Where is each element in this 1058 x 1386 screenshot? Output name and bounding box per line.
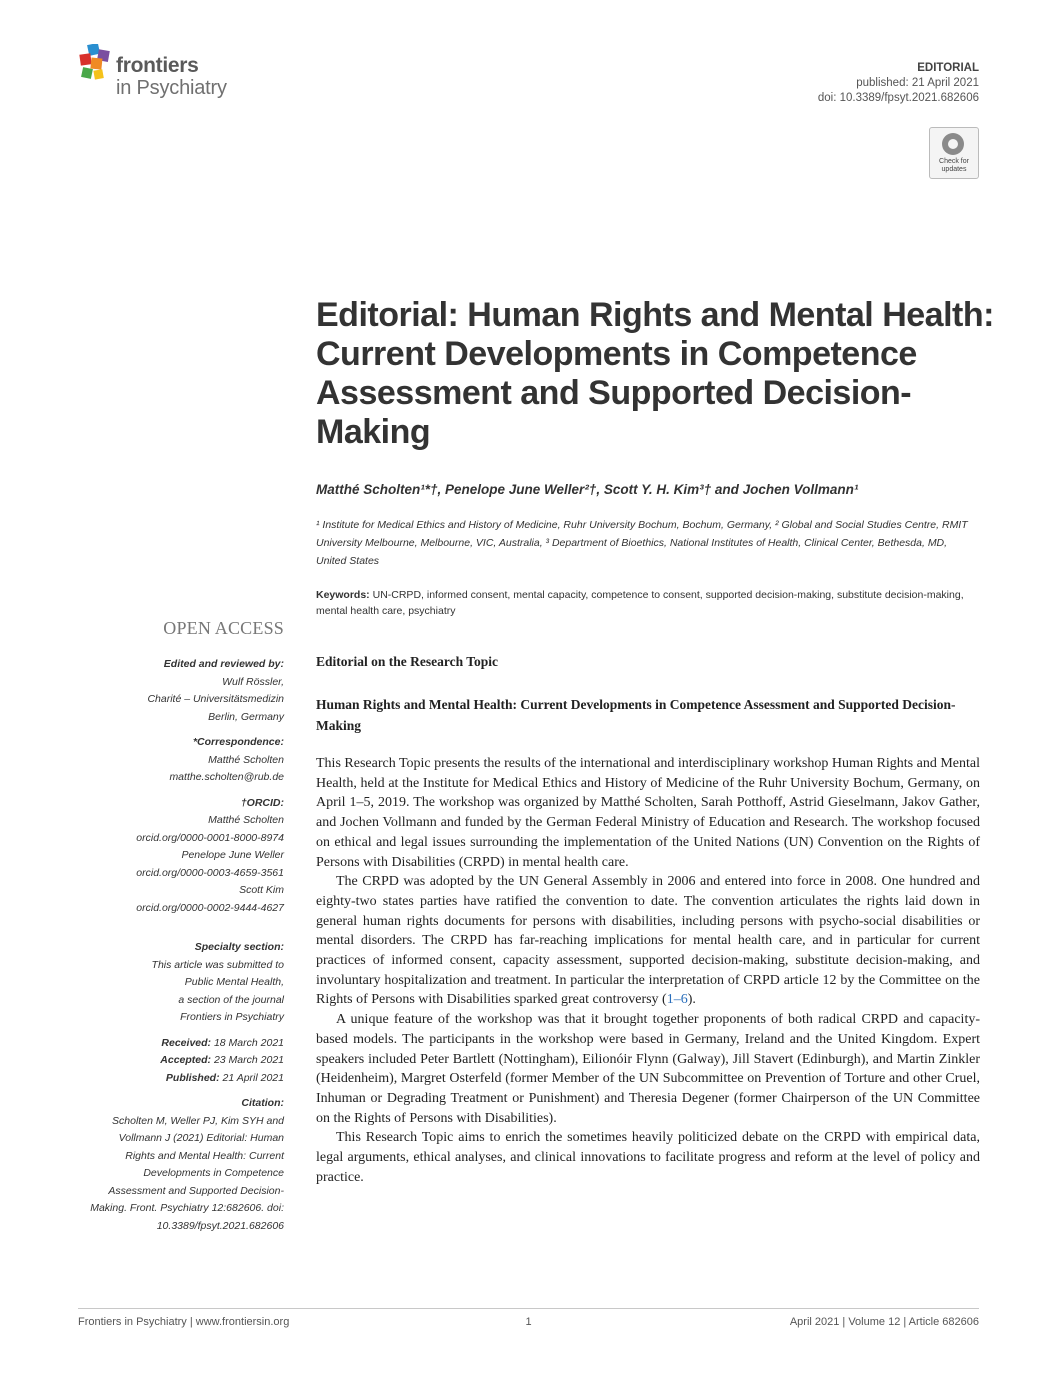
footer-divider bbox=[78, 1308, 979, 1309]
article-title: Editorial: Human Rights and Mental Health: Current Developments in Competence Assessment and Supported Decision-Making bbox=[316, 296, 994, 451]
orcid-block bbox=[90, 795, 284, 918]
orcid-name: Penelope June Weller bbox=[181, 849, 284, 861]
orcid-link[interactable]: orcid.org/0000-0001-8000-8974 bbox=[136, 831, 284, 844]
body-paragraph bbox=[316, 872, 980, 1010]
published-date-sidebar bbox=[90, 1070, 284, 1088]
editor-block bbox=[90, 656, 284, 726]
article-meta bbox=[818, 61, 979, 106]
specialty-line: Public Mental Health, bbox=[184, 976, 284, 988]
correspondence-block bbox=[90, 734, 284, 787]
specialty-block bbox=[90, 939, 284, 1027]
article-info-sidebar bbox=[90, 656, 284, 1243]
citation-link[interactable]: 1–6 bbox=[666, 992, 688, 1008]
citation-block bbox=[90, 1095, 284, 1235]
affiliations: ¹ Institute for Medical Ethics and History of Medicine, Ruhr University Bochum, Bochum, Germany, ² Global and Social Studies Centre, RMIT University Melbourne, Melbourne, VIC, Australia, ³ Department of Bioethics, National Institutes of Health, Clinical Center, Bethesda, MD, United States bbox=[316, 519, 968, 567]
dates-block bbox=[90, 1035, 284, 1088]
open-access-label: OPEN ACCESS bbox=[163, 618, 284, 638]
specialty-label: Specialty section: bbox=[194, 941, 284, 953]
keywords-label: Keywords: bbox=[316, 589, 370, 601]
editor-affiliation: Charité – Universitätsmedizin bbox=[147, 693, 284, 705]
editor-location: Berlin, Germany bbox=[208, 710, 284, 723]
correspondence-email[interactable]: matthe.scholten@rub.de bbox=[169, 771, 284, 783]
keywords bbox=[316, 587, 981, 619]
footer-journal-link[interactable]: Frontiers in Psychiatry | www.frontiersin.org bbox=[78, 1316, 290, 1328]
logo-line-journal: in Psychiatry bbox=[116, 77, 227, 99]
footer-volume-info: April 2021 | Volume 12 | Article 682606 bbox=[789, 1316, 979, 1328]
article-body bbox=[316, 754, 980, 1187]
editor-name: Wulf Rössler, bbox=[222, 675, 284, 688]
logo-line-frontiers: frontiers bbox=[116, 54, 199, 77]
body-paragraph: A unique feature of the workshop was that it brought together proponents of both radical CRPD and capacity-based models. The participants in the workshop were based in Germany, Ireland and the United Kingdom. Expert speakers included Peter Bartlett (Nottingham), Eilionóir Flynn (Galway), Jill Stavert (Edinburgh), and Martin Zinkler (Heidenheim), Margret Osterfeld (former Member of the UN Subcommittee on Prevention of Torture and other Cruel, Inhuman or Degrading Treatment or Punishment) and Theresia Degener (former Chairperson of the UN Committee on the Rights of Persons with Disabilities). bbox=[316, 1012, 980, 1126]
orcid-name: Scott Kim bbox=[239, 884, 284, 896]
accepted-value: 23 March 2021 bbox=[213, 1054, 284, 1066]
specialty-line: This article was submitted to bbox=[151, 958, 284, 971]
received-date bbox=[90, 1035, 284, 1053]
research-topic-title[interactable]: Human Rights and Mental Health: Current Developments in Competence Assessment and Supported Decision-Making bbox=[316, 697, 956, 733]
check-for-updates-button[interactable] bbox=[929, 127, 979, 179]
correspondence-label: *Correspondence: bbox=[192, 736, 284, 748]
specialty-line: Frontiers in Psychiatry bbox=[180, 1011, 284, 1023]
frontiers-logo-icon bbox=[78, 44, 112, 82]
published-label: Published: bbox=[165, 1071, 220, 1084]
published-date: published: 21 April 2021 bbox=[856, 77, 979, 89]
journal-logo[interactable] bbox=[78, 44, 268, 106]
edited-label: Edited and reviewed by: bbox=[163, 658, 284, 670]
citation-text: Scholten M, Weller PJ, Kim SYH and Vollmann J (2021) Editorial: Human Rights and Mental Health: Current Developments in Competence Assessment and Supported Decision-Making. Front. Psychiatry 12:682606. doi: 10.3389/fpsyt.2021.682606 bbox=[90, 1114, 284, 1232]
published-value: 21 April 2021 bbox=[222, 1071, 284, 1084]
author-list[interactable]: Matthé Scholten¹*†, Penelope June Weller²†, Scott Y. H. Kim³† and Jochen Vollmann¹ bbox=[316, 482, 859, 497]
orcid-label: †ORCID: bbox=[240, 796, 284, 809]
specialty-line: a section of the journal bbox=[178, 993, 284, 1006]
orcid-link[interactable]: orcid.org/0000-0003-4659-3561 bbox=[136, 866, 284, 879]
page-number: 1 bbox=[525, 1316, 532, 1328]
accepted-label: Accepted: bbox=[160, 1054, 212, 1066]
citation-label: Citation: bbox=[241, 1097, 284, 1109]
body-paragraph: This Research Topic aims to enrich the sometimes heavily politicized debate on the CRPD with empirical data, legal arguments, ethical analyses, and clinical innovations to facilitate progress and reform at the level of policy and practice. bbox=[316, 1130, 980, 1185]
doi[interactable]: doi: 10.3389/fpsyt.2021.682606 bbox=[817, 92, 979, 104]
crossmark-label: Check for updates bbox=[939, 158, 969, 173]
crossmark-icon bbox=[942, 133, 964, 155]
accepted-date bbox=[90, 1052, 284, 1070]
paragraph-text: ). bbox=[687, 992, 696, 1008]
keywords-text: UN-CRPD, informed consent, mental capacity, competence to consent, supported decision-making, substitute decision-making, mental health care, psychiatry bbox=[316, 589, 964, 617]
received-label: Received: bbox=[161, 1036, 212, 1049]
body-paragraph: This Research Topic presents the results of the international and interdisciplinary workshop Human Rights and Mental Health, held at the Institute for Medical Ethics and History of Medicine of the Ruhr University Bochum, Germany, on April 1–5, 2019. The workshop was organized by Matthé Scholten, Sarah Potthoff, Astrid Gieselmann, Jakov Gather, and Jochen Vollmann and funded by the German Federal Ministry of Education and Research. The workshop focused on ethical and legal issues surrounding the implementation of the United Nations (UN) Convention on the Rights of Persons with Disabilities (CRPD) in mental health care. bbox=[316, 756, 981, 870]
received-value: 18 March 2021 bbox=[213, 1036, 284, 1049]
paragraph-text: The CRPD was adopted by the UN General Assembly in 2006 and entered into force in 2008. One hundred and eighty-two states parties have ratified the convention to date. The convention articulates the rights laid down in general human rights documents for persons with disabilities, including persons with psycho-social disabilities or mental disorders. The CRPD has far-reaching implications for mental health care, and in particular for current practices of informed consent, capacity assessment, supported decision-making, substitute decision-making, and involuntary hospitalization and treatment. In particular the interpretation of CRPD article 12 by the Committee on the Rights of Persons with Disabilities sparked great controversy ( bbox=[316, 874, 980, 1008]
orcid-name: Matthé Scholten bbox=[208, 814, 284, 826]
section-label: Editorial on the Research Topic bbox=[316, 654, 499, 669]
orcid-link[interactable]: orcid.org/0000-0002-9444-4627 bbox=[136, 901, 284, 914]
correspondence-name: Matthé Scholten bbox=[208, 753, 284, 766]
article-type: EDITORIAL bbox=[917, 62, 979, 74]
